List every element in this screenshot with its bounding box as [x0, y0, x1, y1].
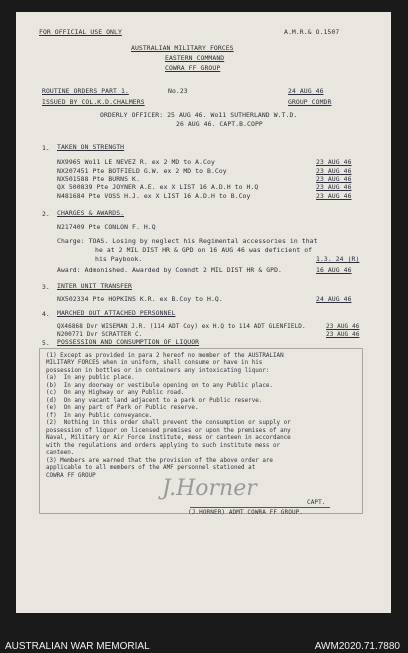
charge-line-1: Charge: TOAS. Losing by neglect his Regimental accessories in that: [57, 237, 318, 245]
signature-name: (J.HORNER) ADMT COWRA FF GROUP.: [188, 509, 304, 516]
section-4-title: MARCHED OUT ATTACHED PERSONNEL: [57, 309, 176, 317]
orderly-officer-2: 26 AUG 46. CAPT.B.COPP: [176, 120, 263, 128]
org-line-1: AUSTRALIAN MILITARY FORCES: [131, 44, 234, 52]
marched-out-date-2: 23 AUG 46: [326, 331, 360, 338]
liquor-para-line: COWRA FF GROUP: [46, 473, 96, 479]
row-date: 23 AUG 46: [316, 158, 352, 166]
signature-line: [190, 507, 330, 508]
row-date: 23 AUG 46: [316, 175, 352, 183]
table-row: NX207451 Pte BOTFIELD G.W. ex 2 MD to B.Coy: [57, 167, 227, 175]
table-row: QX 500839 Pte JOYNER A.E. ex X LIST 16 A.D.H to H.Q: [57, 183, 259, 191]
liquor-para-line: canteen.: [46, 450, 75, 456]
handwritten-signature: J.Horner: [162, 476, 257, 501]
liquor-para-line: Naval, Military or Air Force institute, mess or canteen in accordance: [46, 435, 291, 441]
org-line-2: EASTERN COMMAND: [165, 54, 225, 62]
liquor-para-line: MILITARY FORCES when in uniform, shall consume or have in his: [46, 360, 263, 366]
liquor-para-line: possession of liquor on licensed premises or upon the premises of any: [46, 428, 291, 434]
liquor-para-line: (3) Members are warned that the provision of the above order are: [46, 458, 273, 464]
table-row: N481684 Pte VOSS H.J. ex X LIST 16 A.D.H to B.Coy: [57, 192, 251, 200]
section-2-number: 2.: [42, 210, 50, 218]
section-4-number: 4.: [42, 310, 50, 318]
section-5-title: POSSESSION AND CONSUMPTION OF LIQUOR: [57, 338, 200, 346]
orders-title: ROUTINE ORDERS PART 1.: [42, 87, 129, 95]
award-line: Award: Admonished. Awarded by Comndt 2 MIL DIST HR & GPD.: [57, 266, 283, 274]
section-3-number: 3.: [42, 283, 50, 291]
liquor-para-line: (f) In any Public conveyance.: [46, 413, 153, 419]
liquor-para-line: (a) In any public place.: [46, 375, 135, 381]
table-row: NX9965 Wo11 LE NEVEZ R. ex 2 MD to A.Coy: [57, 158, 215, 166]
signature-rank: CAPT.: [307, 499, 326, 506]
section-1-title: TAKEN ON STRENGTH: [57, 143, 125, 151]
row-date: 23 AUG 46: [316, 192, 352, 200]
org-line-3: COWRA FF GROUP: [165, 64, 221, 72]
charge-line-3: his Paybook.: [95, 255, 143, 263]
marched-out-row-1: QX46868 Dvr WISEMAN J.R. (114 ADT Coy) ex H.Q to 114 ADT GLENFIELD.: [57, 323, 306, 330]
liquor-para-line: (e) On any part of Park or Public reserve.: [46, 405, 199, 411]
liquor-para-line: (b) In any doorway or vestibule opening on to any Public place.: [46, 383, 273, 389]
liquor-para-line: possession in bottles or in containers any intoxicating liquor:: [46, 368, 270, 374]
row-date: 23 AUG 46: [316, 167, 352, 175]
table-row: NX501588 Pte BURNS K.: [57, 175, 140, 183]
charge-line-2: he at 2 MIL DIST HR & GPD on 16 AUG 46 was deficient of: [95, 246, 313, 254]
transfer-row: NX502334 Pte HOPKINS K.R. ex B.Coy to H.Q.: [57, 295, 223, 303]
document-reference: A.M.R.& O.1507: [284, 28, 340, 36]
charge-amount: 1.3. 24 (R): [316, 255, 360, 263]
charge-soldier: N217409 Pte CONLON F. H.Q: [57, 223, 156, 231]
section-2-title: CHARGES & AWARDS.: [57, 209, 125, 217]
group-comdr: GROUP COMDR: [288, 98, 332, 106]
award-date: 16 AUG 46: [316, 266, 352, 274]
section-5-number: 5.: [42, 339, 50, 347]
footer-bar: [0, 613, 408, 653]
orderly-officer-1: ORDERLY OFFICER: 25 AUG 46. Wo11 SUTHERLAND W.T.D.: [100, 111, 298, 119]
liquor-para-line: (1) Except as provided in para 2 hereof no member of the AUSTRALIAN: [46, 353, 284, 359]
liquor-para-line: (2) Nothing in this order shall prevent the consumption or supply or: [46, 420, 291, 426]
marched-out-date-1: 23 AUG 46: [326, 323, 360, 330]
footer-source: AUSTRALIAN WAR MEMORIAL: [5, 641, 150, 652]
issued-by: ISSUED BY COL.K.D.CHALMERS: [42, 98, 145, 106]
liquor-para-line: with the regulations and orders applying to such institute mess or: [46, 443, 281, 449]
marched-out-row-2: N200771 Dvr SCRATTER C.: [57, 331, 143, 338]
row-date: 23 AUG 46: [316, 183, 352, 191]
section-3-title: INTER UNIT TRANSFER: [57, 282, 133, 290]
security-marking: FOR OFFICIAL USE ONLY: [39, 28, 122, 36]
footer-accession: AWM2020.71.7880: [314, 641, 400, 652]
section-1-number: 1.: [42, 144, 50, 152]
liquor-para-line: applicable to all members of the AMF personnel stationed at: [46, 465, 256, 471]
transfer-date: 24 AUG 46: [316, 295, 352, 303]
liquor-para-line: (d) On any vacant land adjacent to a park or Public reserve.: [46, 398, 263, 404]
orders-number: No.23: [168, 87, 188, 95]
orders-date: 24 AUG 46: [288, 87, 324, 95]
liquor-para-line: (c) On any Highway or any Public road.: [46, 390, 185, 396]
